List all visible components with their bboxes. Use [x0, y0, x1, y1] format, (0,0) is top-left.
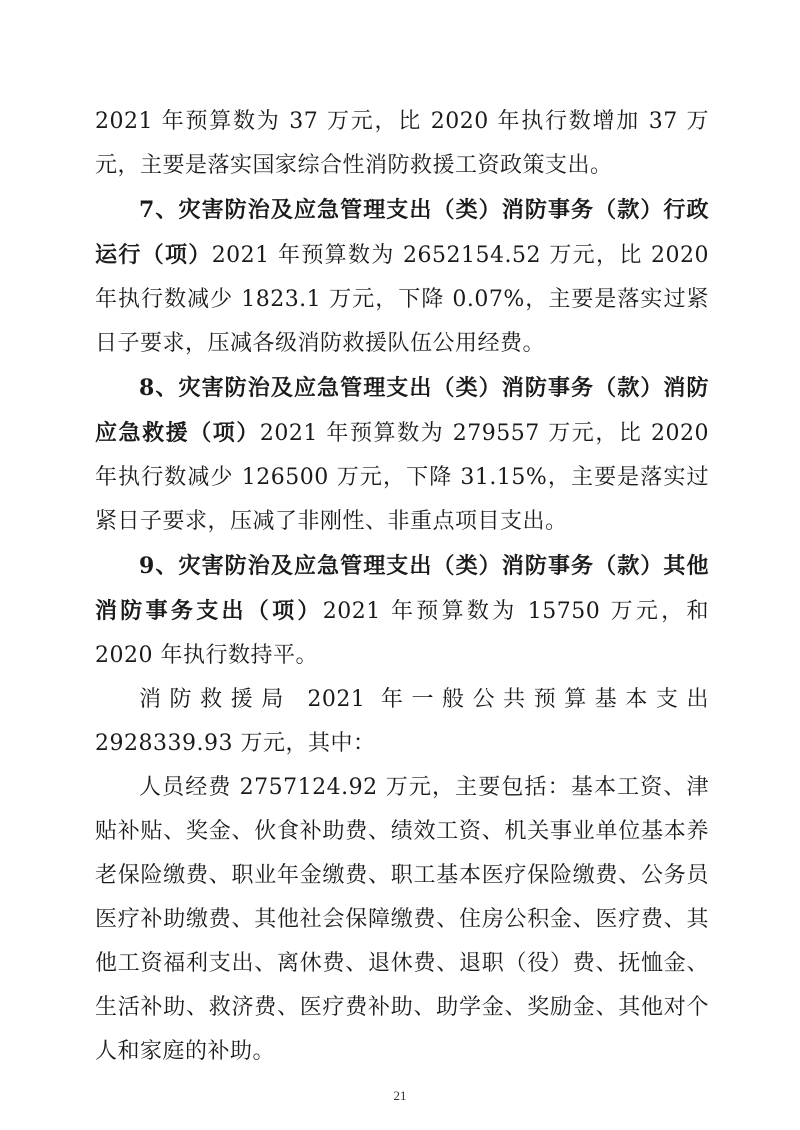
- item-heading: 8、灾害防治及应急管理支出（类）消防事务（款）消防应急救援（项）: [95, 375, 709, 446]
- paragraph-text: 消防救援局 2021 年一般公共预算基本支出 2928339.93 万元，其中：: [95, 687, 709, 756]
- body-text: [95, 100, 709, 1074]
- paragraph-text: 2021 年预算数为 15750 万元，和 2020 年执行数持平。: [95, 599, 709, 668]
- item-heading: 9、灾害防治及应急管理支出（类）消防事务（款）其他消防事务支出（项）: [95, 553, 709, 624]
- paragraph-text: 人员经费 2757124.92 万元，主要包括：基本工资、津贴补贴、奖金、伙食补助费、绩效工资、机关事业单位基本养老保险缴费、职业年金缴费、职工基本医疗保险缴费、公务员医疗补助缴费、其他社会保障缴费、住房公积金、医疗费、其他工资福利支出、离休费、退休费、退职（役）费、抚恤金、生活补助、救济费、医疗费补助、助学金、奖励金、其他对个人和家庭的补助。: [95, 775, 709, 1064]
- paragraph-item-9: [95, 544, 709, 678]
- paragraph-personnel-expenses: [95, 766, 709, 1074]
- paragraph-item-8: [95, 366, 709, 544]
- paragraph-text: 2021 年预算数为 279557 万元，比 2020 年执行数减少 126500 万元，下降 31.15%，主要是落实过紧日子要求，压减了非刚性、非重点项目支出。: [95, 421, 709, 534]
- paragraph-basic-expenditure: [95, 678, 709, 766]
- item-heading: 7、灾害防治及应急管理支出（类）消防事务（款）行政运行（项）: [95, 197, 709, 268]
- page-number: 21: [393, 1088, 407, 1103]
- paragraph-item-7: [95, 188, 709, 366]
- paragraph-text: 2021 年预算数为 2652154.52 万元，比 2020 年执行数减少 1823.1 万元，下降 0.07%，主要是落实过紧日子要求，压减各级消防救援队伍公用经费。: [95, 243, 709, 356]
- paragraph-continuation: [95, 100, 709, 188]
- paragraph-text: 2021 年预算数为 37 万元，比 2020 年执行数增加 37 万元，主要是落实国家综合性消防救援工资政策支出。: [95, 109, 709, 178]
